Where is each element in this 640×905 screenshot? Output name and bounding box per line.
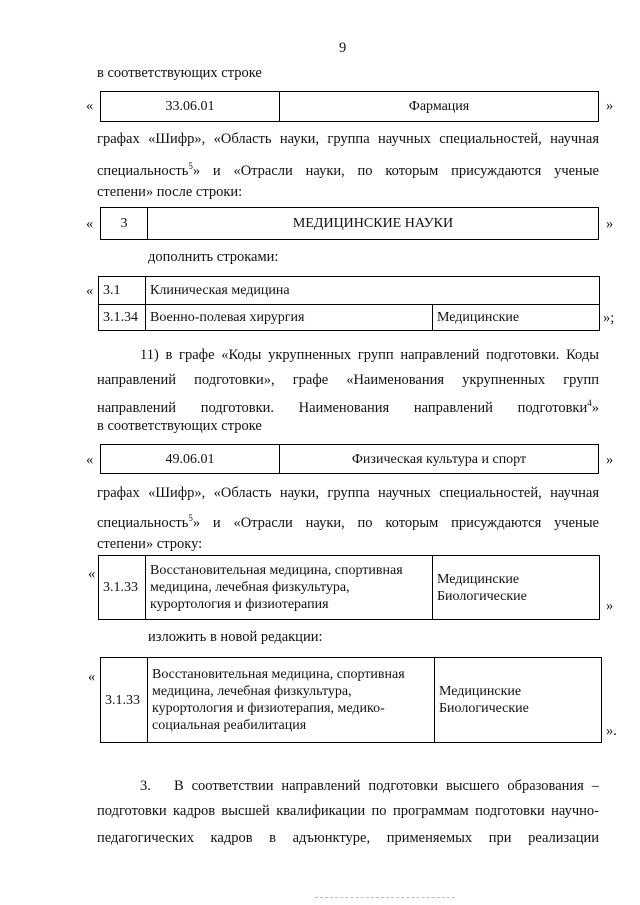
name-cell: Восстановительная медицина, спортивная медицина, лечебная физкультура, курортология и физиотерапия, медико- социальная реабилитация <box>148 658 435 743</box>
quote-open: « <box>86 216 94 232</box>
quote-close: » <box>606 452 614 468</box>
table-row-sport <box>100 444 599 474</box>
name-cell: Фармация <box>280 92 599 122</box>
quote-close: ». <box>606 723 617 739</box>
footnote-ref: 4 <box>587 398 592 408</box>
code-cell: 33.06.01 <box>101 92 280 122</box>
text-line: в соответствующих строке <box>97 65 262 81</box>
name-cell: МЕДИЦИНСКИЕ НАУКИ <box>148 208 599 240</box>
name-cell: Военно-полевая хирургия <box>146 305 433 331</box>
text-line: степени» строку: <box>97 536 203 552</box>
table-row-med <box>100 207 599 240</box>
table-new <box>100 657 602 743</box>
text-line: В соответствии направлений подготовки высшего образования – <box>174 778 599 794</box>
quote-open: « <box>88 669 96 685</box>
page-number: 9 <box>339 40 347 56</box>
table-row <box>99 277 600 305</box>
scan-artifact <box>315 897 455 898</box>
text-line: дополнить строками: <box>148 249 279 265</box>
name-cell: Восстановительная медицина, спортивная медицина, лечебная физкультура, курортология и физиотерапия <box>146 556 433 620</box>
code-cell: 3.1.34 <box>99 305 146 331</box>
text-line: в соответствующих строке <box>97 418 262 434</box>
quote-close: » <box>606 598 614 614</box>
text-line: степени» после строки: <box>97 184 243 200</box>
code-cell: 49.06.01 <box>101 445 280 474</box>
name-cell: Клиническая медицина <box>146 277 600 305</box>
quote-close: » <box>606 216 614 232</box>
table-old <box>98 555 600 620</box>
text-line: педагогических кадров в адъюнктуре, применяемых при реализации <box>97 830 599 846</box>
text-line: специальность$^5$» и «Отрасли науки, по которым присуждаются ученые <box>97 513 599 531</box>
footnote-ref: 5 <box>188 513 193 523</box>
text-line: графах «Шифр», «Область науки, группа научных специальностей, научная <box>97 131 599 147</box>
quote-open: « <box>86 283 94 299</box>
text-line: направлений подготовки. Наименования направлений подготовки$^4$» <box>97 398 599 416</box>
text-line: графах «Шифр», «Область науки, группа научных специальностей, научная <box>97 485 599 501</box>
footnote-ref: 5 <box>188 161 193 171</box>
branch-cell: Медицинские Биологические <box>435 658 602 743</box>
name-cell: Физическая культура и спорт <box>280 445 599 474</box>
text-line: специальность$^5$» и «Отрасли науки, по которым присуждаются ученые <box>97 161 599 179</box>
text-line: 11) в графе «Коды укрупненных групп направлений подготовки. Коды <box>140 347 599 363</box>
table-row <box>99 305 600 331</box>
quote-open: « <box>88 566 96 582</box>
quote-close: » <box>606 98 614 114</box>
text-line: подготовки кадров высшей квалификации по программам подготовки научно- <box>97 803 599 819</box>
quote-open: « <box>86 98 94 114</box>
table-add <box>98 276 600 331</box>
text-line: изложить в новой редакции: <box>148 629 323 645</box>
code-cell: 3.1.33 <box>101 658 148 743</box>
quote-open: « <box>86 452 94 468</box>
code-cell: 3.1.33 <box>99 556 146 620</box>
code-cell: 3.1 <box>99 277 146 305</box>
code-cell: 3 <box>101 208 148 240</box>
quote-close: »; <box>603 310 615 326</box>
text-line: направлений подготовки», графе «Наименования укрупненных групп <box>97 372 599 388</box>
item-number: 3. <box>140 778 151 794</box>
table-row-pharmacy <box>100 91 599 122</box>
branch-cell: Медицинские Биологические <box>433 556 600 620</box>
branch-cell: Медицинские <box>433 305 600 331</box>
